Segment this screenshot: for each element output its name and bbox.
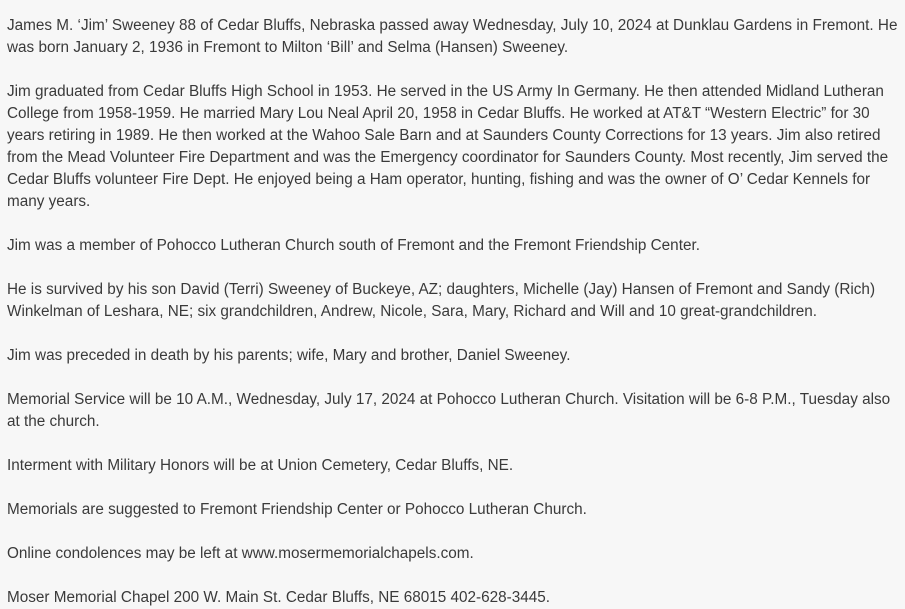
paragraph-online-condolences: Online condolences may be left at www.mosermemorialchapels.com. — [7, 545, 474, 562]
paragraph-funeral-home: Moser Memorial Chapel 200 W. Main St. Cedar Bluffs, NE 68015 402-628-3445. — [7, 589, 551, 606]
paragraph-death-announcement: James M. ‘Jim’ Sweeney 88 of Cedar Bluffs, Nebraska passed away Wednesday, July 10, 2024 at Dunklau Gardens in Fremont. He was born January 2, 1936 in Fremont to Milton ‘Bill’ and Selma (Hansen) Sweeney. — [7, 17, 898, 56]
paragraph-memorials: Memorials are suggested to Fremont Friendship Center or Pohocco Lutheran Church. — [7, 501, 587, 518]
paragraph-survivors: He is survived by his son David (Terri) Sweeney of Buckeye, AZ; daughters, Michelle (Jay) Hansen of Fremont and Sandy (Rich) Winkelman of Leshara, NE; six grandchildren, Andrew, Nicole, Sara, Mary, Richard and Will and 10 great-grandchildren. — [7, 281, 876, 320]
paragraph-biography: Jim graduated from Cedar Bluffs High School in 1953. He served in the US Army In Germany. He then attended Midland Lutheran College from 1958-1959. He married Mary Lou Neal April 20, 1958 in Cedar Bluffs. He worked at AT&T “Western Electric” for 30 years retiring in 1989. He then worked at the Wahoo Sale Barn and at Saunders County Corrections for 13 years. Jim also retired from the Mead Volunteer Fire Department and was the Emergency coordinator for Saunders County. Most recently, Jim served the Cedar Bluffs volunteer Fire Dept. He enjoyed being a Ham operator, hunting, fishing and was the owner of O’ Cedar Kennels for many years. — [7, 83, 889, 210]
obituary-body — [7, 15, 902, 609]
paragraph-interment: Interment with Military Honors will be at Union Cemetery, Cedar Bluffs, NE. — [7, 457, 514, 474]
paragraph-preceded-in-death: Jim was preceded in death by his parents; wife, Mary and brother, Daniel Sweeney. — [7, 347, 571, 364]
paragraph-church-membership: Jim was a member of Pohocco Lutheran Church south of Fremont and the Fremont Friendship Center. — [7, 237, 700, 254]
paragraph-memorial-service: Memorial Service will be 10 A.M., Wednesday, July 17, 2024 at Pohocco Lutheran Church. Visitation will be 6-8 P.M., Tuesday also at the church. — [7, 391, 891, 430]
